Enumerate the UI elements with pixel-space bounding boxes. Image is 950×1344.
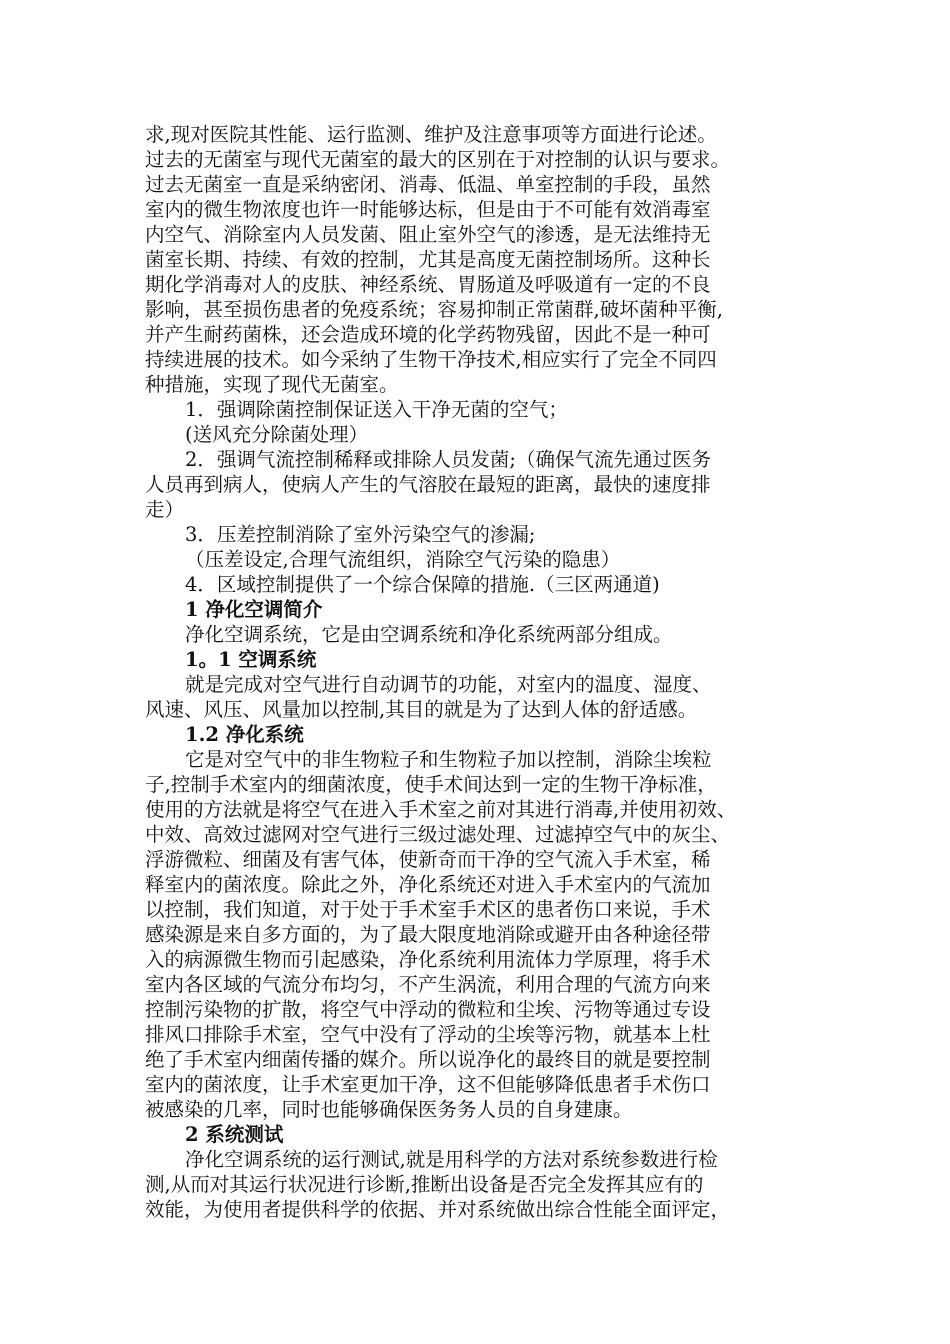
text-line: 求,现对医院其性能、运行监测、维护及注意事项等方面进行论述。	[145, 123, 717, 146]
text-line: 净化空调系统，它是由空调系统和净化系统两部分组成。	[185, 623, 673, 646]
text-line: 效能，为使用者提供科学的依据、并对系统做出综合性能全面评定，	[145, 1198, 731, 1221]
text-line: 就是完成对空气进行自动调节的功能，对室内的温度、湿度、	[185, 673, 712, 696]
text-line: 室内各区域的气流分布均匀，不产生涡流，利用合理的气流方向来	[145, 973, 711, 996]
text-line: 控制污染物的扩散，将空气中浮动的微粒和尘埃、污物等通过专设	[145, 998, 711, 1021]
section-heading: 1.2 净化系统	[185, 723, 304, 746]
text-line: 风速、风压、风量加以控制,其目的就是为了达到人体的舒适感。	[145, 698, 698, 721]
text-line: 走）	[145, 498, 185, 521]
section-heading: 1 净化空调简介	[185, 598, 323, 621]
text-line: 持续进展的技术。如今采纳了生物干净技术,相应实行了完全不同四	[145, 348, 717, 371]
text-line: 过去的无菌室与现代无菌室的最大的区别在于对控制的认识与要求。	[145, 148, 731, 171]
text-line: 室内的菌浓度，让手术室更加干净，这不但能够降低患者手术伤口	[145, 1073, 711, 1096]
text-line: 影响，甚至损伤患者的免疫系统；容易抑制正常菌群,破坏菌种平衡,	[145, 298, 723, 321]
text-line: 4．区域控制提供了一个综合保障的措施.（三区两通道)	[185, 573, 660, 596]
text-line: 以控制，我们知道，对于处于手术室手术区的患者伤口来说，手术	[145, 898, 711, 921]
text-line: 人员再到病人，使病人产生的气溶胶在最短的距离，最快的速度排	[145, 473, 711, 496]
text-line: 被感染的几率，同时也能够确保医务务人员的自身建康。	[145, 1098, 633, 1121]
text-line: 3．压差控制消除了室外污染空气的渗漏;	[185, 523, 536, 546]
text-line: 测,从而对其运行状况进行诊断,推断出设备是否完全发挥其应有的	[145, 1173, 704, 1196]
text-line: 入的病源微生物而引起感染，净化系统利用流体力学原理，将手术	[145, 948, 711, 971]
text-line: 内空气、消除室内人员发菌、阻止室外空气的渗透，是无法维持无	[145, 223, 711, 246]
text-line: 期化学消毒对人的皮肤、神经系统、胃肠道及呼吸道有一定的不良	[145, 273, 711, 296]
text-line: 室内的微生物浓度也许一时能够达标，但是由于不可能有效消毒室	[145, 198, 711, 221]
text-line: 种措施，实现了现代无菌室。	[145, 373, 399, 396]
text-line: （压差设定,合理气流组织，消除空气污染的隐患）	[185, 548, 621, 571]
text-line: 子,控制手术室内的细菌浓度，使手术间达到一定的生物干净标准，	[145, 773, 717, 796]
section-heading: 2 系统测试	[185, 1123, 284, 1146]
text-line: 排风口排除手术室，空气中没有了浮动的尘埃等污物，就基本上杜	[145, 1023, 711, 1046]
text-line: 感染源是来自多方面的，为了最大限度地消除或避开由各种途径带	[145, 923, 711, 946]
text-line: 过去无菌室一直是采纳密闭、消毒、低温、单室控制的手段，虽然	[145, 173, 711, 196]
document-page	[145, 122, 810, 1222]
text-line: 浮游微粒、细菌及有害气体，使新奇而干净的空气流入手术室，稀	[145, 848, 711, 871]
text-line: 它是对空气中的非生物粒子和生物粒子加以控制，消除尘埃粒	[185, 748, 712, 771]
text-line: 净化空调系统的运行测试,就是用科学的方法对系统参数进行检	[185, 1148, 718, 1171]
text-line: 绝了手术室内细菌传播的媒介。所以说净化的最终目的就是要控制	[145, 1048, 711, 1071]
text-line: 2．强调气流控制稀释或排除人员发菌;（确保气流先通过医务	[185, 448, 711, 471]
text-line: 释室内的菌浓度。除此之外，净化系统还对进入手术室内的气流加	[145, 873, 711, 896]
text-line: 使用的方法就是将空气在进入手术室之前对其进行消毒,并使用初效、	[145, 798, 737, 821]
text-line: (送风充分除菌处理）	[185, 423, 369, 446]
text-line: 并产生耐药菌株，还会造成环境的化学药物残留，因此不是一种可	[145, 323, 711, 346]
text-line: 菌室长期、持续、有效的控制，尤其是高度无菌控制场所。这种长	[145, 248, 711, 271]
text-line: 中效、高效过滤网对空气进行三级过滤处理、过滤掉空气中的灰尘、	[145, 823, 731, 846]
section-heading: 1。1 空调系统	[185, 648, 317, 671]
text-line: 1．强调除菌控制保证送入干净无菌的空气；	[185, 398, 568, 421]
